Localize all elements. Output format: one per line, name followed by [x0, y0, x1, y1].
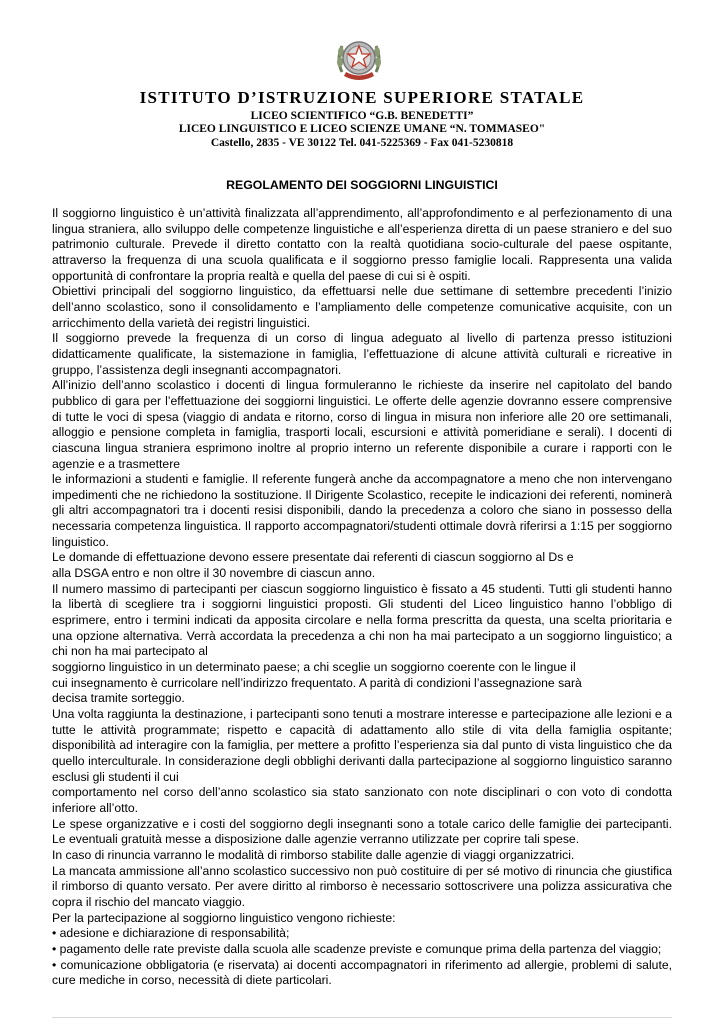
paragraph: La mancata ammissione all’anno scolastico successivo non può costituire di per sé motivo di rinuncia che giustifica il rimborso di quanto versato. Per avere diritto al rimborso è necessario sottoscrivere una polizza assicurativa che copra il rischio del mancato viaggio. — [52, 863, 672, 909]
paragraph: Le domande di effettuazione devono essere presentate dai referenti di ciascun soggiorno al Ds e — [52, 550, 574, 565]
paragraph: decisa tramite sorteggio. — [52, 691, 185, 706]
list-item: • comunicazione obbligatoria (e riservata) ai docenti accompagnatori in riferimento ad allergie, problemi di salute, cure mediche in corso, necessità di diete particolari. — [52, 957, 672, 988]
paragraph: cui insegnamento è curricolare nell’indirizzo frequentato. A parità di condizioni l’assegnazione sarà — [52, 675, 582, 690]
paragraph: le informazioni a studenti e famiglie. Il referente fungerà anche da accompagnatore a meno che non intervengano impedimenti che ne richiedono la sostituzione. Il Dirigente Scolastico, recepite le indicazioni dei referenti, nominerà gli altri accompagnatori tra i docenti resisi disponibili, dando la precedenza a coloro che siano in possesso della necessaria competenza linguistica. Il rapporto accompagnatori/studenti ottimale dovrà riferirsi a 1:15 per soggiorno linguistico. — [52, 472, 672, 549]
school-name-scientific: LICEO SCIENTIFICO “G.B. BENEDETTI” — [250, 110, 474, 122]
paragraph: In caso di rinuncia varranno le modalità di rimborso stabilite dalle agenzie di viaggi organizzatrici. — [52, 847, 575, 862]
list-item: • pagamento delle rate previste dalla scuola alle scadenze previste e comunque prima della partenza del viaggio; — [52, 941, 662, 956]
italian-republic-emblem-icon — [332, 32, 386, 86]
list-item: • adesione e dichiarazione di responsabilità; — [52, 926, 290, 941]
footer-divider — [52, 1017, 672, 1018]
paragraph: Il numero massimo di partecipanti per ciascun soggiorno linguistico è fissato a 45 studenti. Tutti gli studenti hanno la libertà di scegliere tra i soggiorni linguistici proposti. Gli studenti del Liceo linguistico hanno l’obbligo di esprimere, entro i termini indicati da apposita circolare e nella forma prescritta da questa, una scelta prioritaria e una opzione alternativa. Verrà accordata la precedenza a chi non ha mai partecipato a un soggiorno linguistico; a chi non ha mai partecipato al — [52, 581, 672, 659]
paragraph: Una volta raggiunta la destinazione, i partecipanti sono tenuti a mostrare interesse e partecipazione alle lezioni e a tutte le attività programmate; rispetto e capacità di adattamento allo stile di vita della famiglia ospitante; disponibilità ad interagire con la famiglia, per mettere a profitto l’esperienza sia dal punto di vista linguistico che da quello interculturale. In considerazione degli obblighi derivanti dalla partecipazione al soggiorno linguistico saranno esclusi gli studenti il cui — [52, 707, 672, 784]
document-title: REGOLAMENTO DEI SOGGIORNI LINGUISTICI — [226, 178, 498, 192]
school-address: Castello, 2835 - VE 30122 Tel. 041-5225369 - Fax 041-5230818 — [210, 137, 514, 149]
paragraph: alla DSGA entro e non oltre il 30 novembre di ciascun anno. — [52, 566, 376, 581]
paragraph: All’inizio dell’anno scolastico i docenti di lingua formuleranno le richieste da inserire nel capitolato del bando pubblico di gara per l’effettuazione dei soggiorni linguistici. Le offerte delle agenzie dovranno essere comprensive di tutte le voci di spesa (viaggio di andata e ritorno, corso di lingua in misura non inferiore alle 20 ore settimanali, alloggio e pensione completa in famiglia, trasporti locali, escursioni e attività pomeridiane e serali). I docenti di ciascuna lingua straniera esprimono inoltre al proprio interno un referente disponibile a curare i rapporti con le agenzie e a trasmettere — [52, 378, 672, 471]
paragraph: Obiettivi principali del soggiorno linguistico, da effettuarsi nelle due settimane di settembre precedenti l’inizio dell’anno scolastico, sono il consolidamento e l’ampliamento delle competenze comunicative acquisite, con un arricchimento della varietà dei registri linguistici. — [52, 284, 672, 330]
document-body — [52, 206, 672, 989]
paragraph: Le spese organizzative e i costi del soggiorno degli insegnanti sono a totale carico delle famiglie dei partecipanti. Le eventuali gratuità messe a disposizione dalle agenzie verranno utilizzate per coprire tali spese. — [52, 816, 672, 847]
paragraph: Il soggiorno linguistico è un’attività finalizzata all’apprendimento, all’approfondimento e al perfezionamento di una lingua straniera, allo sviluppo delle competenze linguistiche e all’esperienza diretta di un paese straniero e del suo patrimonio culturale. Prevede il diretto contatto con la realtà quotidiana socio-culturale del paese ospitante, attraverso la frequenza di una scuola qualificata e il soggiorno presso famiglie locali. Rappresenta una valida opportunità di confrontare la propria realtà e quella del paese di cui si è ospiti. — [52, 206, 672, 283]
school-name-linguistic: LICEO LINGUISTICO E LICEO SCIENZE UMANE “N. TOMMASEO" — [178, 123, 546, 135]
institute-name: ISTITUTO D’ISTRUZIONE SUPERIORE STATALE — [139, 88, 585, 107]
paragraph: Il soggiorno prevede la frequenza di un corso di lingua adeguato al livello di partenza presso istituzioni didatticamente qualificate, la sistemazione in famiglia, l’effettuazione di alcune attività culturali e ricreative in gruppo, l’assistenza degli insegnanti accompagnatori. — [52, 331, 672, 377]
paragraph: Per la partecipazione al soggiorno linguistico vengono richieste: — [52, 910, 396, 925]
paragraph: comportamento nel corso dell’anno scolastico sia stato sanzionato con note disciplinari o con voto di condotta inferiore all’otto. — [52, 785, 672, 815]
paragraph: soggiorno linguistico in un determinato paese; a chi sceglie un soggiorno coerente con le lingue il — [52, 660, 576, 675]
